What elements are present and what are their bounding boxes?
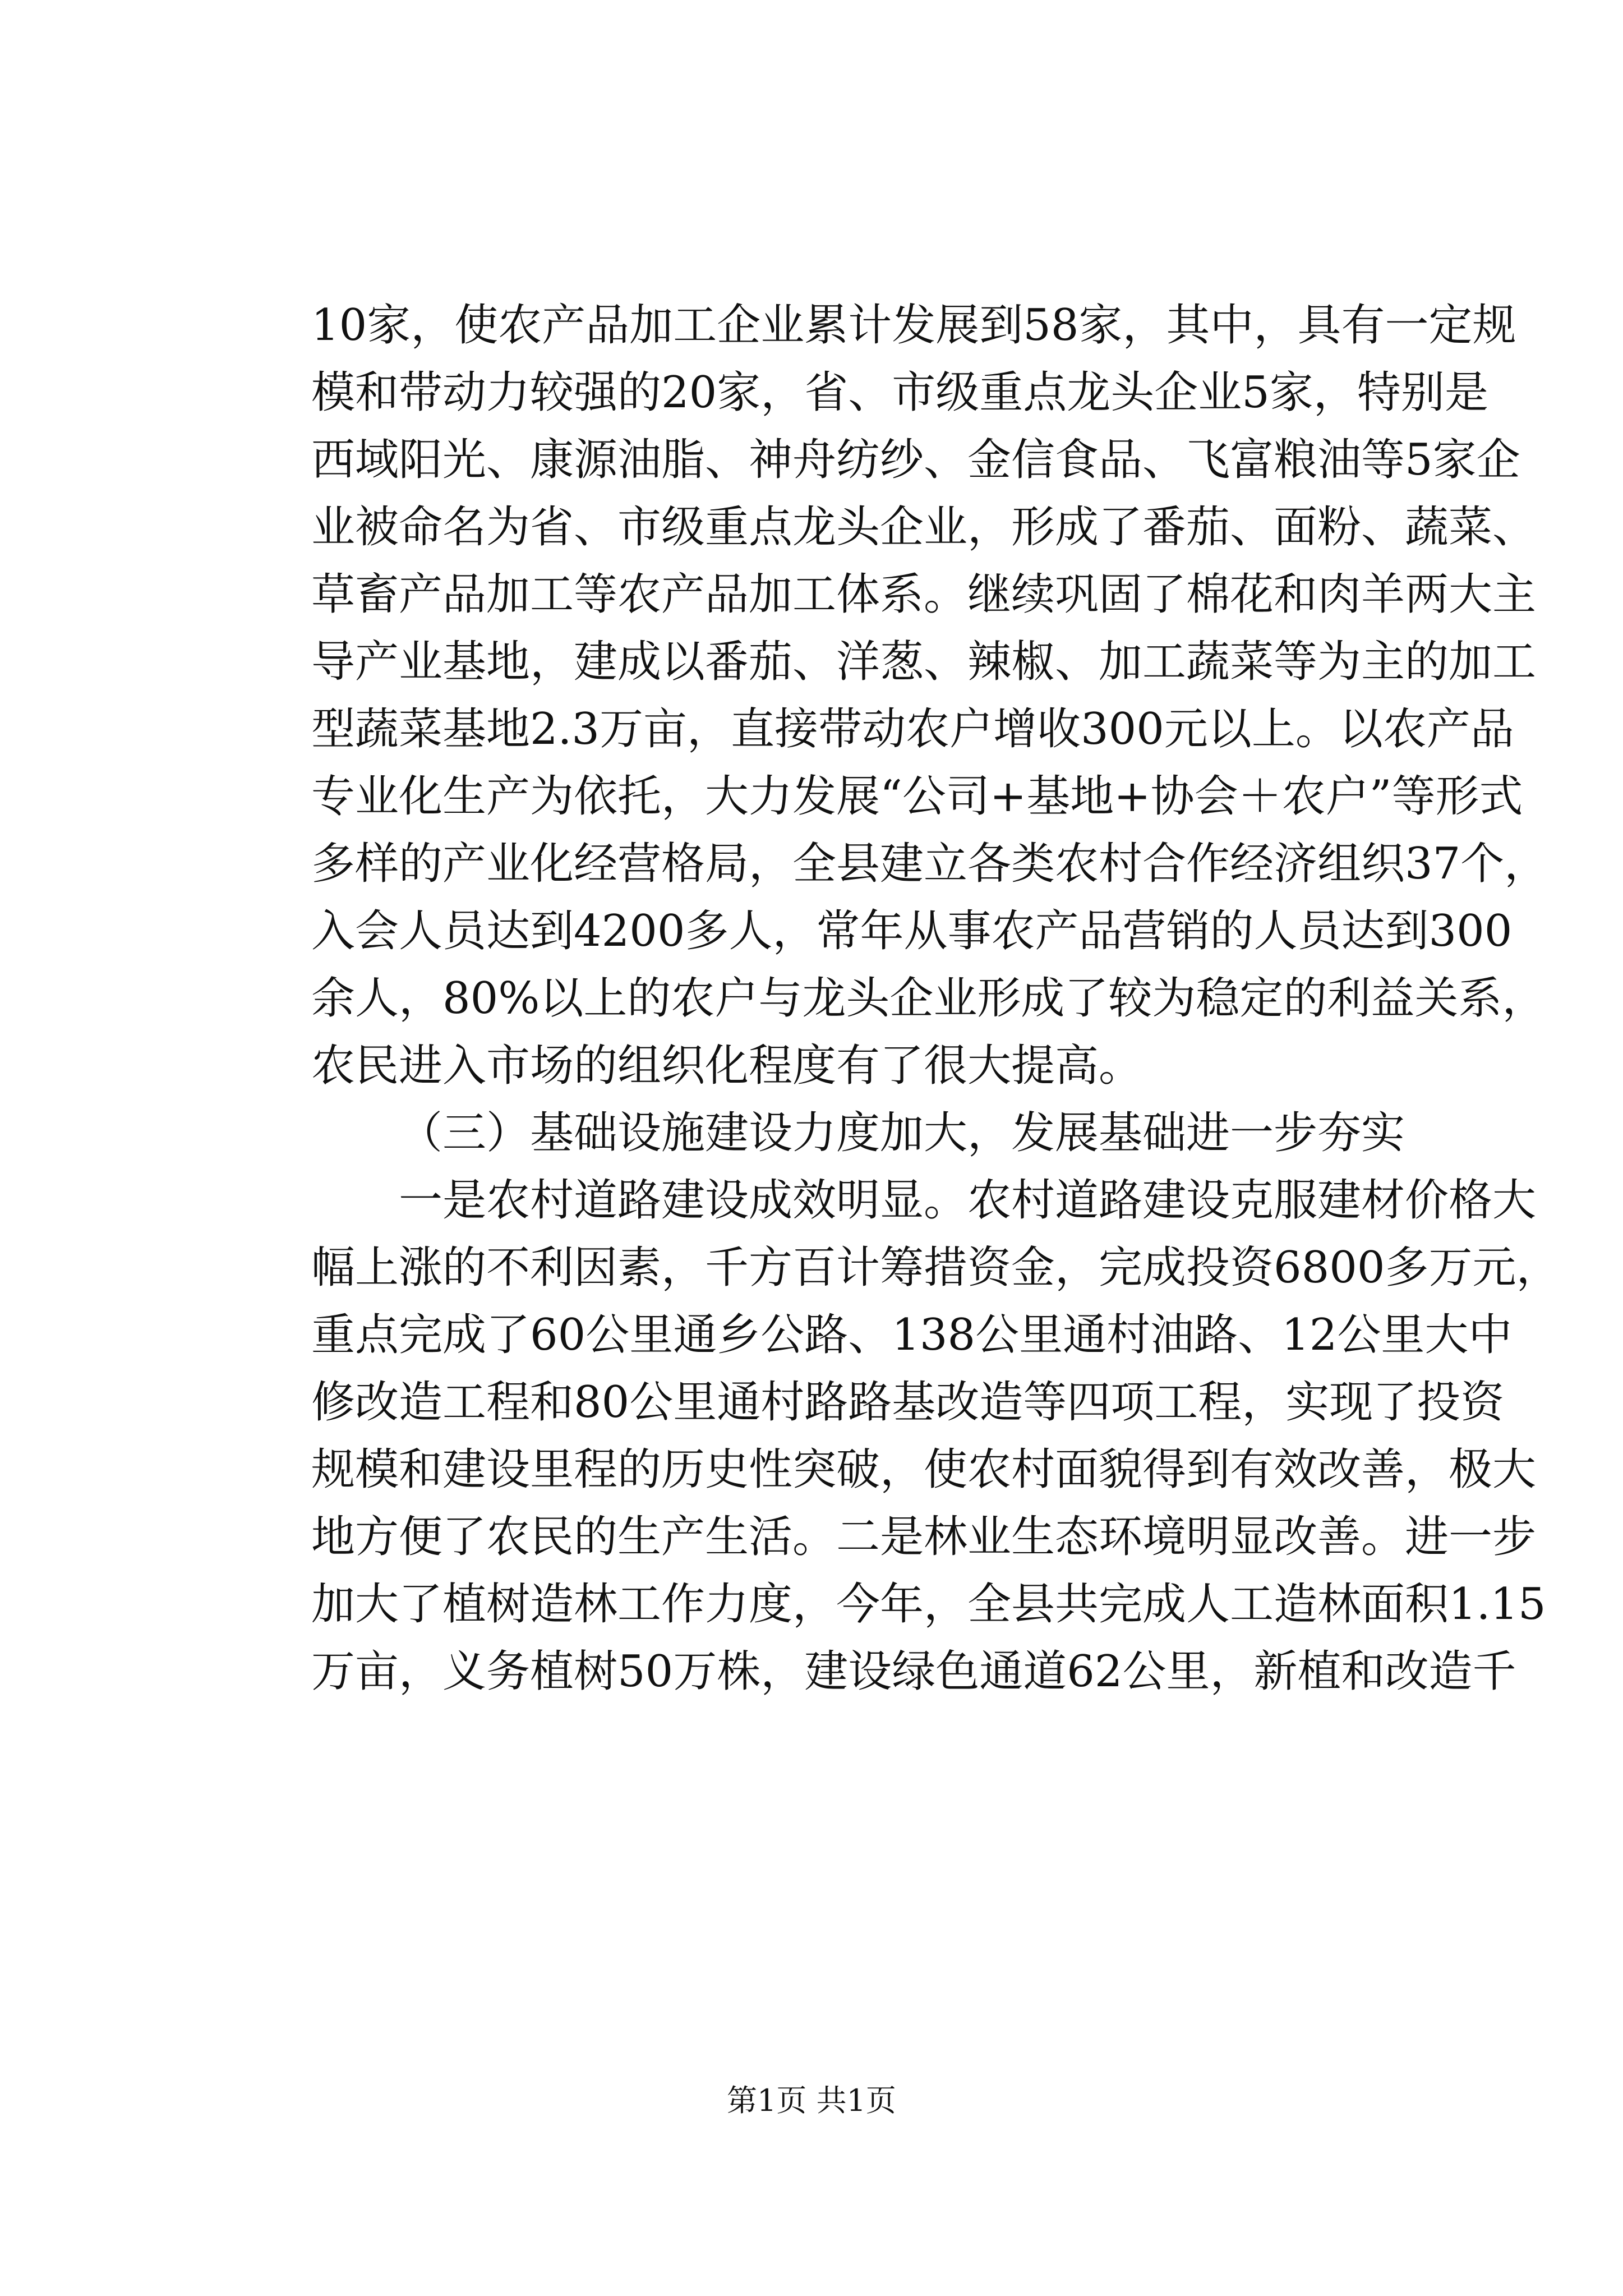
text-line: 万亩，义务植树50万株，建设绿色通道62公里，新植和改造千 xyxy=(311,1646,1516,1697)
text-line: 余人，80%以上的农户与龙头企业形成了较为稳定的利益关系， xyxy=(311,973,1546,1024)
text-line: 业被命名为省、市级重点龙头企业，形成了番茄、面粉、蔬菜、 xyxy=(311,502,1537,553)
document-body xyxy=(311,292,1560,1705)
text-line: 多样的产业化经营格局，全县建立各类农村合作经济组织37个， xyxy=(311,839,1548,889)
section-heading: （三）基础设施建设力度加大，发展基础进一步夯实 xyxy=(399,1108,1405,1158)
text-line: 10家，使农产品加工企业累计发展到58家，其中，具有一定规 xyxy=(311,300,1516,351)
text-line: 重点完成了60公里通乡公路、138公里通村油路、12公里大中 xyxy=(311,1310,1513,1360)
text-line: 导产业基地，建成以番茄、洋葱、辣椒、加工蔬菜等为主的加工 xyxy=(311,637,1537,687)
text-line: 专业化生产为依托，大力发展“公司+基地+协会＋农户”等形式 xyxy=(311,771,1523,822)
text-line: 修改造工程和80公里通村路路基改造等四项工程，实现了投资 xyxy=(311,1377,1505,1428)
text-line: 农民进入市场的组织化程度有了很大提高。 xyxy=(311,1041,1143,1091)
text-line: 幅上涨的不利因素，千方百计筹措资金，完成投资6800多万元， xyxy=(311,1243,1560,1293)
text-line: 地方便了农民的生产生活。二是林业生态环境明显改善。进一步 xyxy=(311,1512,1537,1562)
text-line: 西域阳光、康源油脂、神舟纺纱、金信食品、飞富粮油等5家企 xyxy=(311,435,1520,485)
text-line: 草畜产品加工等农产品加工体系。继续巩固了棉花和肉羊两大主 xyxy=(311,569,1537,620)
text-line: 模和带动力较强的20家，省、市级重点龙头企业5家，特别是 xyxy=(311,367,1488,418)
text-line: 型蔬菜基地2.3万亩，直接带动农户增收300元以上。以农产品 xyxy=(311,704,1514,754)
text-line: 规模和建设里程的历史性突破，使农村面貌得到有效改善，极大 xyxy=(311,1444,1537,1495)
page-footer: 第1页 共1页 xyxy=(727,2083,896,2118)
text-line: 加大了植树造林工作力度，今年，全县共完成人工造林面积1.15 xyxy=(311,1579,1546,1630)
text-line: 入会人员达到4200多人，常年从事农产品营销的人员达到300 xyxy=(311,906,1513,956)
text-line: 一是农村道路建设成效明显。农村道路建设克服建材价格大 xyxy=(399,1175,1537,1226)
